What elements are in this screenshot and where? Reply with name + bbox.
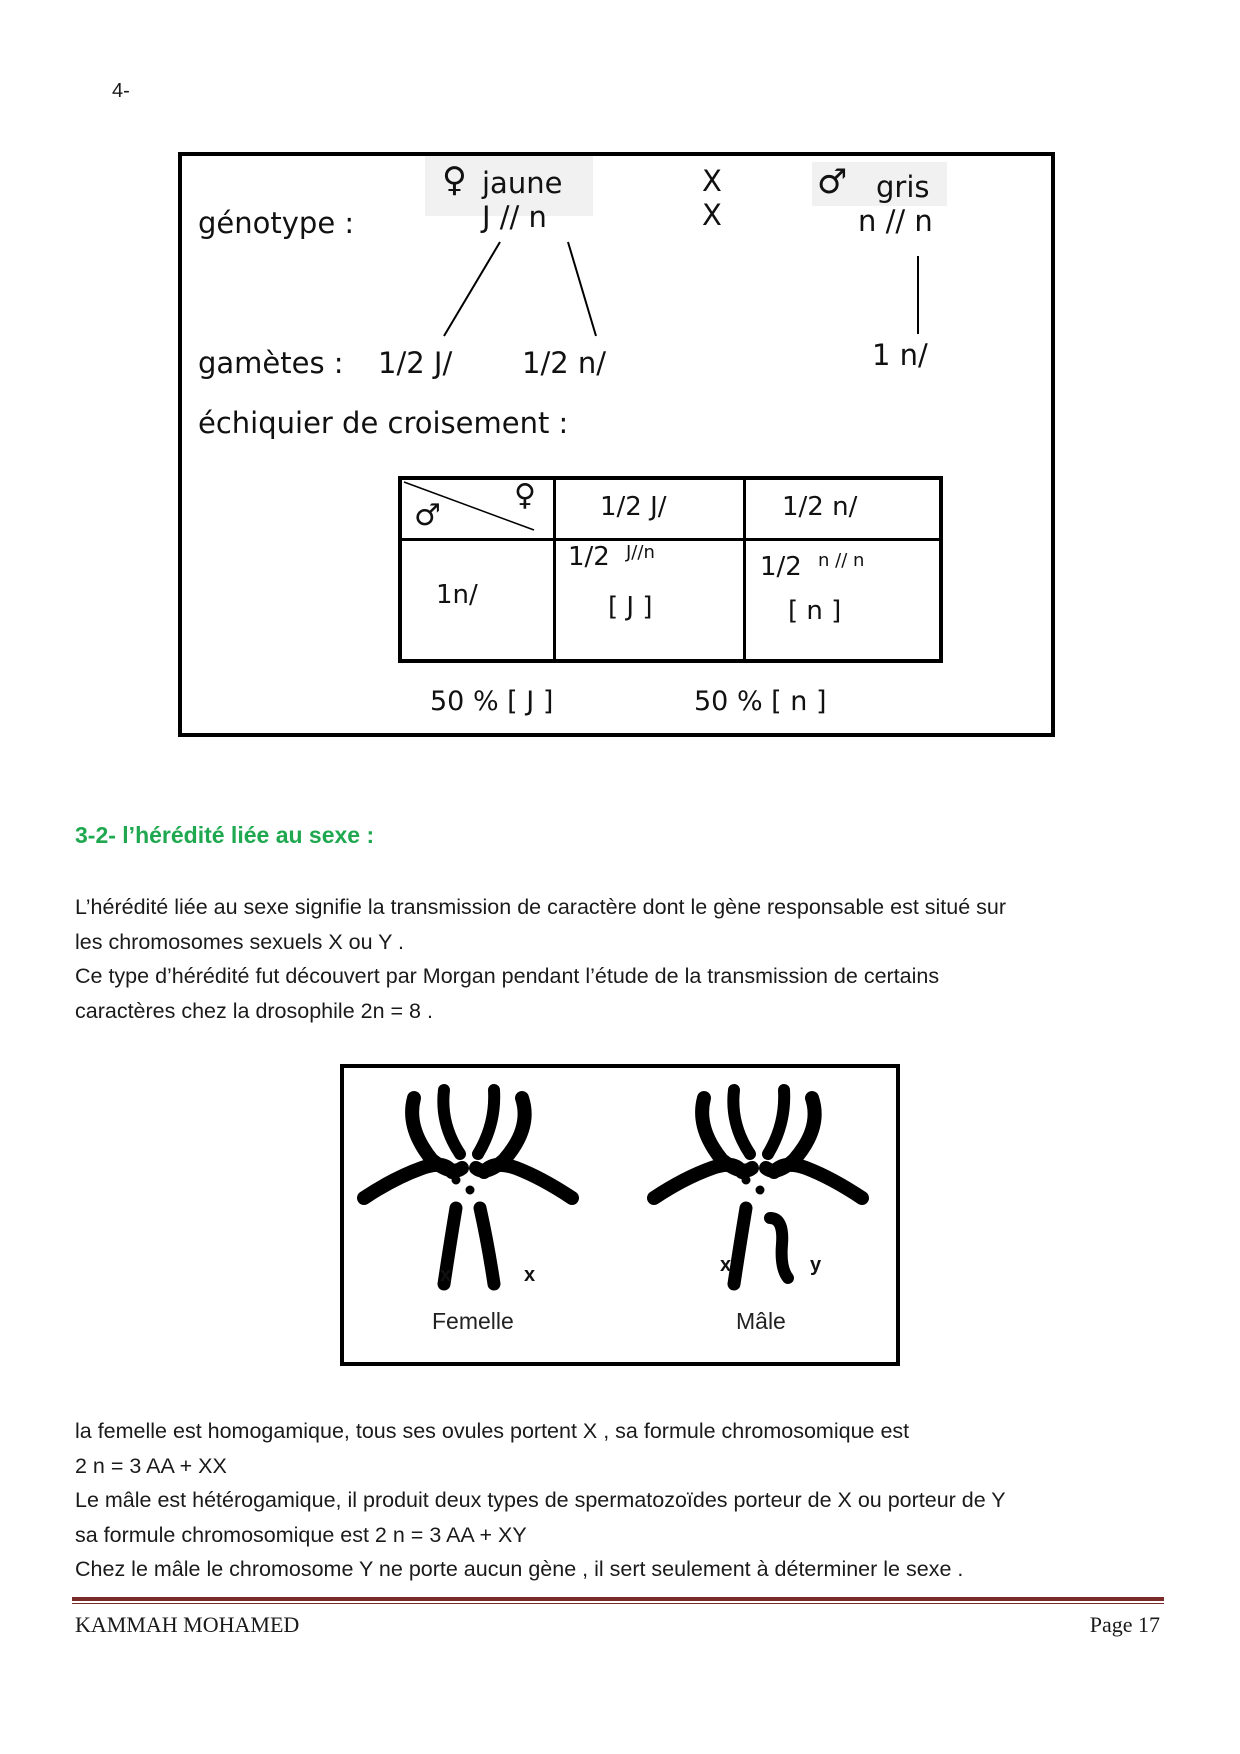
female-karyotype: [364, 1090, 572, 1284]
cell-2-phenotype: [ n ]: [788, 596, 842, 626]
section-heading: 3-2- l’hérédité liée au sexe :: [75, 822, 375, 848]
grid-corner-female: ♀: [514, 478, 536, 513]
footer-page-number: Page 17: [1089, 1612, 1160, 1637]
male-trait: gris: [876, 170, 930, 204]
cell-2-genotype: n // n: [818, 550, 865, 571]
paragraph-2-line-3: Le mâle est hétérogamique, il produit deux types de spermatozoïdes porteur de X ou porteur de Y: [75, 1488, 1006, 1512]
chromosome-drawing: [344, 1068, 896, 1362]
paragraph-1-line-4: caractères chez la drosophile 2n = 8 .: [75, 998, 433, 1023]
grid-col-2: 1/2 n/: [782, 492, 858, 522]
footer-author: KAMMAH MOHAMED: [75, 1612, 300, 1637]
result-2: 50 % [ n ]: [694, 686, 827, 717]
male-genotype: n // n: [858, 204, 933, 238]
female-gamete-2: 1/2 n/: [522, 346, 607, 380]
punnett-label: échiquier de croisement :: [198, 406, 569, 440]
male-x-label: x: [720, 1254, 732, 1276]
result-1: 50 % [ J ]: [430, 686, 554, 717]
female-trait: jaune: [482, 166, 563, 200]
paragraph-2: [75, 1414, 1165, 1587]
cross-diagram: [178, 152, 1055, 737]
paragraph-2-line-2: 2 n = 3 AA + XX: [75, 1453, 227, 1478]
cell-1-phenotype: [ J ]: [608, 592, 653, 622]
punnett-grid: [398, 476, 943, 663]
cross-sign-top: X: [702, 164, 722, 198]
cell-1-prefix: 1/2: [568, 542, 610, 572]
female-gamete-1: 1/2 J/: [378, 346, 453, 380]
grid-row-1: 1n/: [436, 580, 478, 610]
cell-1-genotype: J//n: [626, 542, 655, 563]
paragraph-2-line-4: sa formule chromosomique est 2 n = 3 AA + XY: [75, 1522, 527, 1547]
paragraph-2-line-5: Chez le mâle le chromosome Y ne porte aucun gène , il sert seulement à déterminer le sexe .: [75, 1557, 964, 1581]
paragraph-1: [75, 890, 1165, 1028]
cell-2-prefix: 1/2: [760, 552, 802, 582]
female-symbol: ♀: [442, 160, 467, 200]
genotype-label: génotype :: [198, 206, 355, 240]
paragraph-1-line-2: les chromosomes sexuels X ou Y .: [75, 929, 405, 954]
section-number: 4-: [112, 80, 130, 102]
male-symbol: ♂: [817, 162, 848, 202]
footer-rule-thin: [72, 1603, 1164, 1604]
female-x1-label: x: [440, 1264, 452, 1286]
gametes-label: gamètes :: [198, 346, 344, 380]
male-gamete: 1 n/: [872, 338, 928, 372]
female-x2-label: x: [524, 1264, 536, 1286]
paragraph-2-line-1: la femelle est homogamique, tous ses ovules portent X , sa formule chromosomique est: [75, 1419, 910, 1443]
cross-sign-bottom: X: [702, 198, 722, 232]
grid-corner-male: ♂: [414, 498, 441, 533]
footer-rule-thick: [72, 1597, 1164, 1601]
paragraph-1-line-1: L’hérédité liée au sexe signifie la transmission de caractère dont le gène responsable est situé sur: [75, 895, 1007, 919]
chromosome-figure: [340, 1064, 900, 1366]
male-y-label: y: [810, 1254, 822, 1276]
male-karyotype: [654, 1090, 862, 1284]
male-label: Mâle: [736, 1308, 786, 1334]
grid-col-1: 1/2 J/: [600, 492, 667, 522]
paragraph-1-line-3: Ce type d’hérédité fut découvert par Morgan pendant l’étude de la transmission de certains: [75, 964, 940, 988]
female-genotype: J // n: [482, 200, 547, 234]
female-label: Femelle: [432, 1308, 514, 1334]
